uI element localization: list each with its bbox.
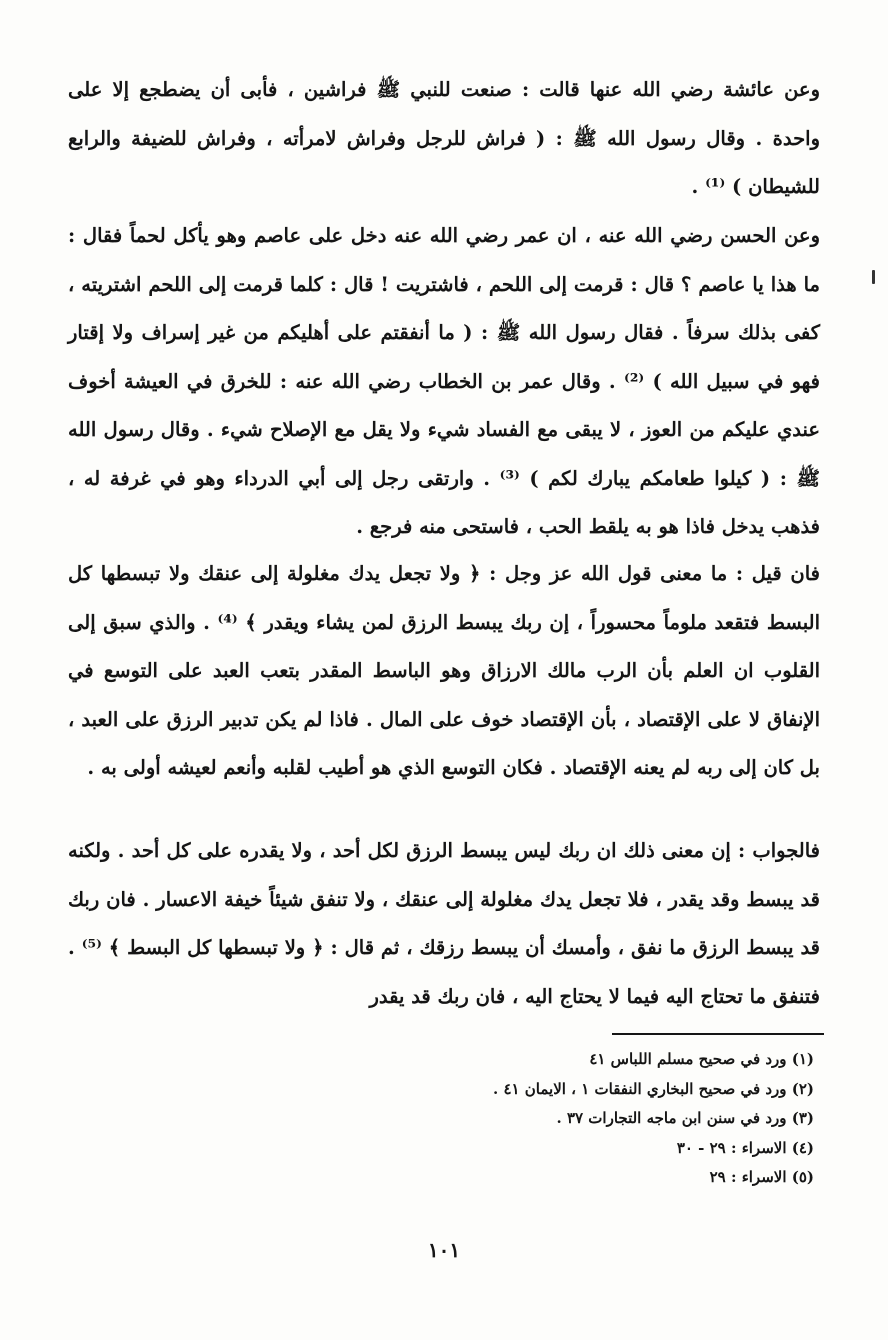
paragraph-question: فان قيل : ما معنى قول الله عز وجل : ﴿ ولا تجعل يدك مغلولة إلى عنقك ولا تبسطها كل البسط فتقعد ملوماً محسوراً ، إن ربك يبسط الرزق لمن يشاء ويقدر ﴾ ⁽⁴⁾ . والذي سبق إلى القلوب ان العلم بأن الرب مالك الارزاق وهو الباسط المقدر بتعب العبد على التوسع في الإنفاق لا على الإقتصاد ، بأن الإقتصاد خوف على المال . فاذا لم يكن تدبير الرزق على العبد ، بل كان إلى ربه لم يعنه الإقتصاد . فكان التوسع الذي هو أطيب لقلبه وأنعم لعيشه أولى به . [68,562,821,779]
page-number: ١٠١ [427,1238,461,1262]
footnote-4: (٤) الاسراء : ٢٩ - ٣٠ [676,1138,814,1157]
footnote-divider [612,1033,824,1035]
footnote-3: (٣) ورد في سنن ابن ماجه التجارات ٣٧ . [556,1109,814,1127]
paragraph-hasan-umar-story: وعن الحسن رضي الله عنه ، ان عمر رضي الله عنه دخل على عاصم وهو يأكل لحماً فقال : ما هذا يا عاصم ؟ قال : قرمت إلى اللحم ، فاشتريت ! قال : كلما قرمت إلى اللحم اشتريته ، كفى بذلك سرفاً . فقال رسول الله ﷺ : ( ما أنفقتم على أهليكم من غير إسراف ولا إقتار فهو في سبيل الله ) ⁽²⁾ . وقال عمر بن الخطاب رضي الله عنه : للخرق في العيشة أخوف عندي عليكم من العوز ، لا يبقى مع الفساد شيء ولا يقل مع الإصلاح شيء . وقال رسول الله ﷺ : ( كيلوا طعامكم يبارك لكم ) ⁽³⁾ . وارتقى رجل إلى أبي الدرداء وهو في غرفة له ، فذهب يدخل فاذا هو به يلقط الحب ، فاستحى منه فرجع . [68,224,820,538]
footnotes-section [300,1045,814,1193]
margin-mark [872,270,875,284]
paragraph-aisha-hadith: وعن عائشة رضي الله عنها قالت : صنعت للنبي ﷺ فراشين ، فأبى أن يضطجع إلا على واحدة . وقال رسول الله ﷺ : ( فراش للرجل وفراش لامرأته ، وفراش للضيفة والرابع للشيطان ) ⁽¹⁾ . [68,78,820,198]
footnote-1: (١) ورد في صحيح مسلم اللباس ٤١ [589,1050,814,1068]
footnote-5: (٥) الاسراء : ٢٩ [709,1168,814,1186]
paragraph-answer: فالجواب : إن معنى ذلك ان ربك ليس يبسط الرزق لكل أحد ، ولا يقدره على كل أحد . ولكنه قد يبسط وقد يقدر ، فلا تجعل يدك مغلولة إلى عنقك ، ولا تنفق شيئاً خيفة الاعسار . فان ربك قد يبسط الرزق ما نفق ، وأمسك أن يبسط رزقك ، ثم قال : ﴿ ولا تبسطها كل البسط ﴾ ⁽⁵⁾ . فتنفق ما تحتاج اليه فيما لا يحتاج اليه ، فان ربك قد يقدر [68,839,820,1008]
footnote-2: (٢) ورد في صحيح البخاري النفقات ١ ، الايمان ٤١ . [492,1079,814,1098]
